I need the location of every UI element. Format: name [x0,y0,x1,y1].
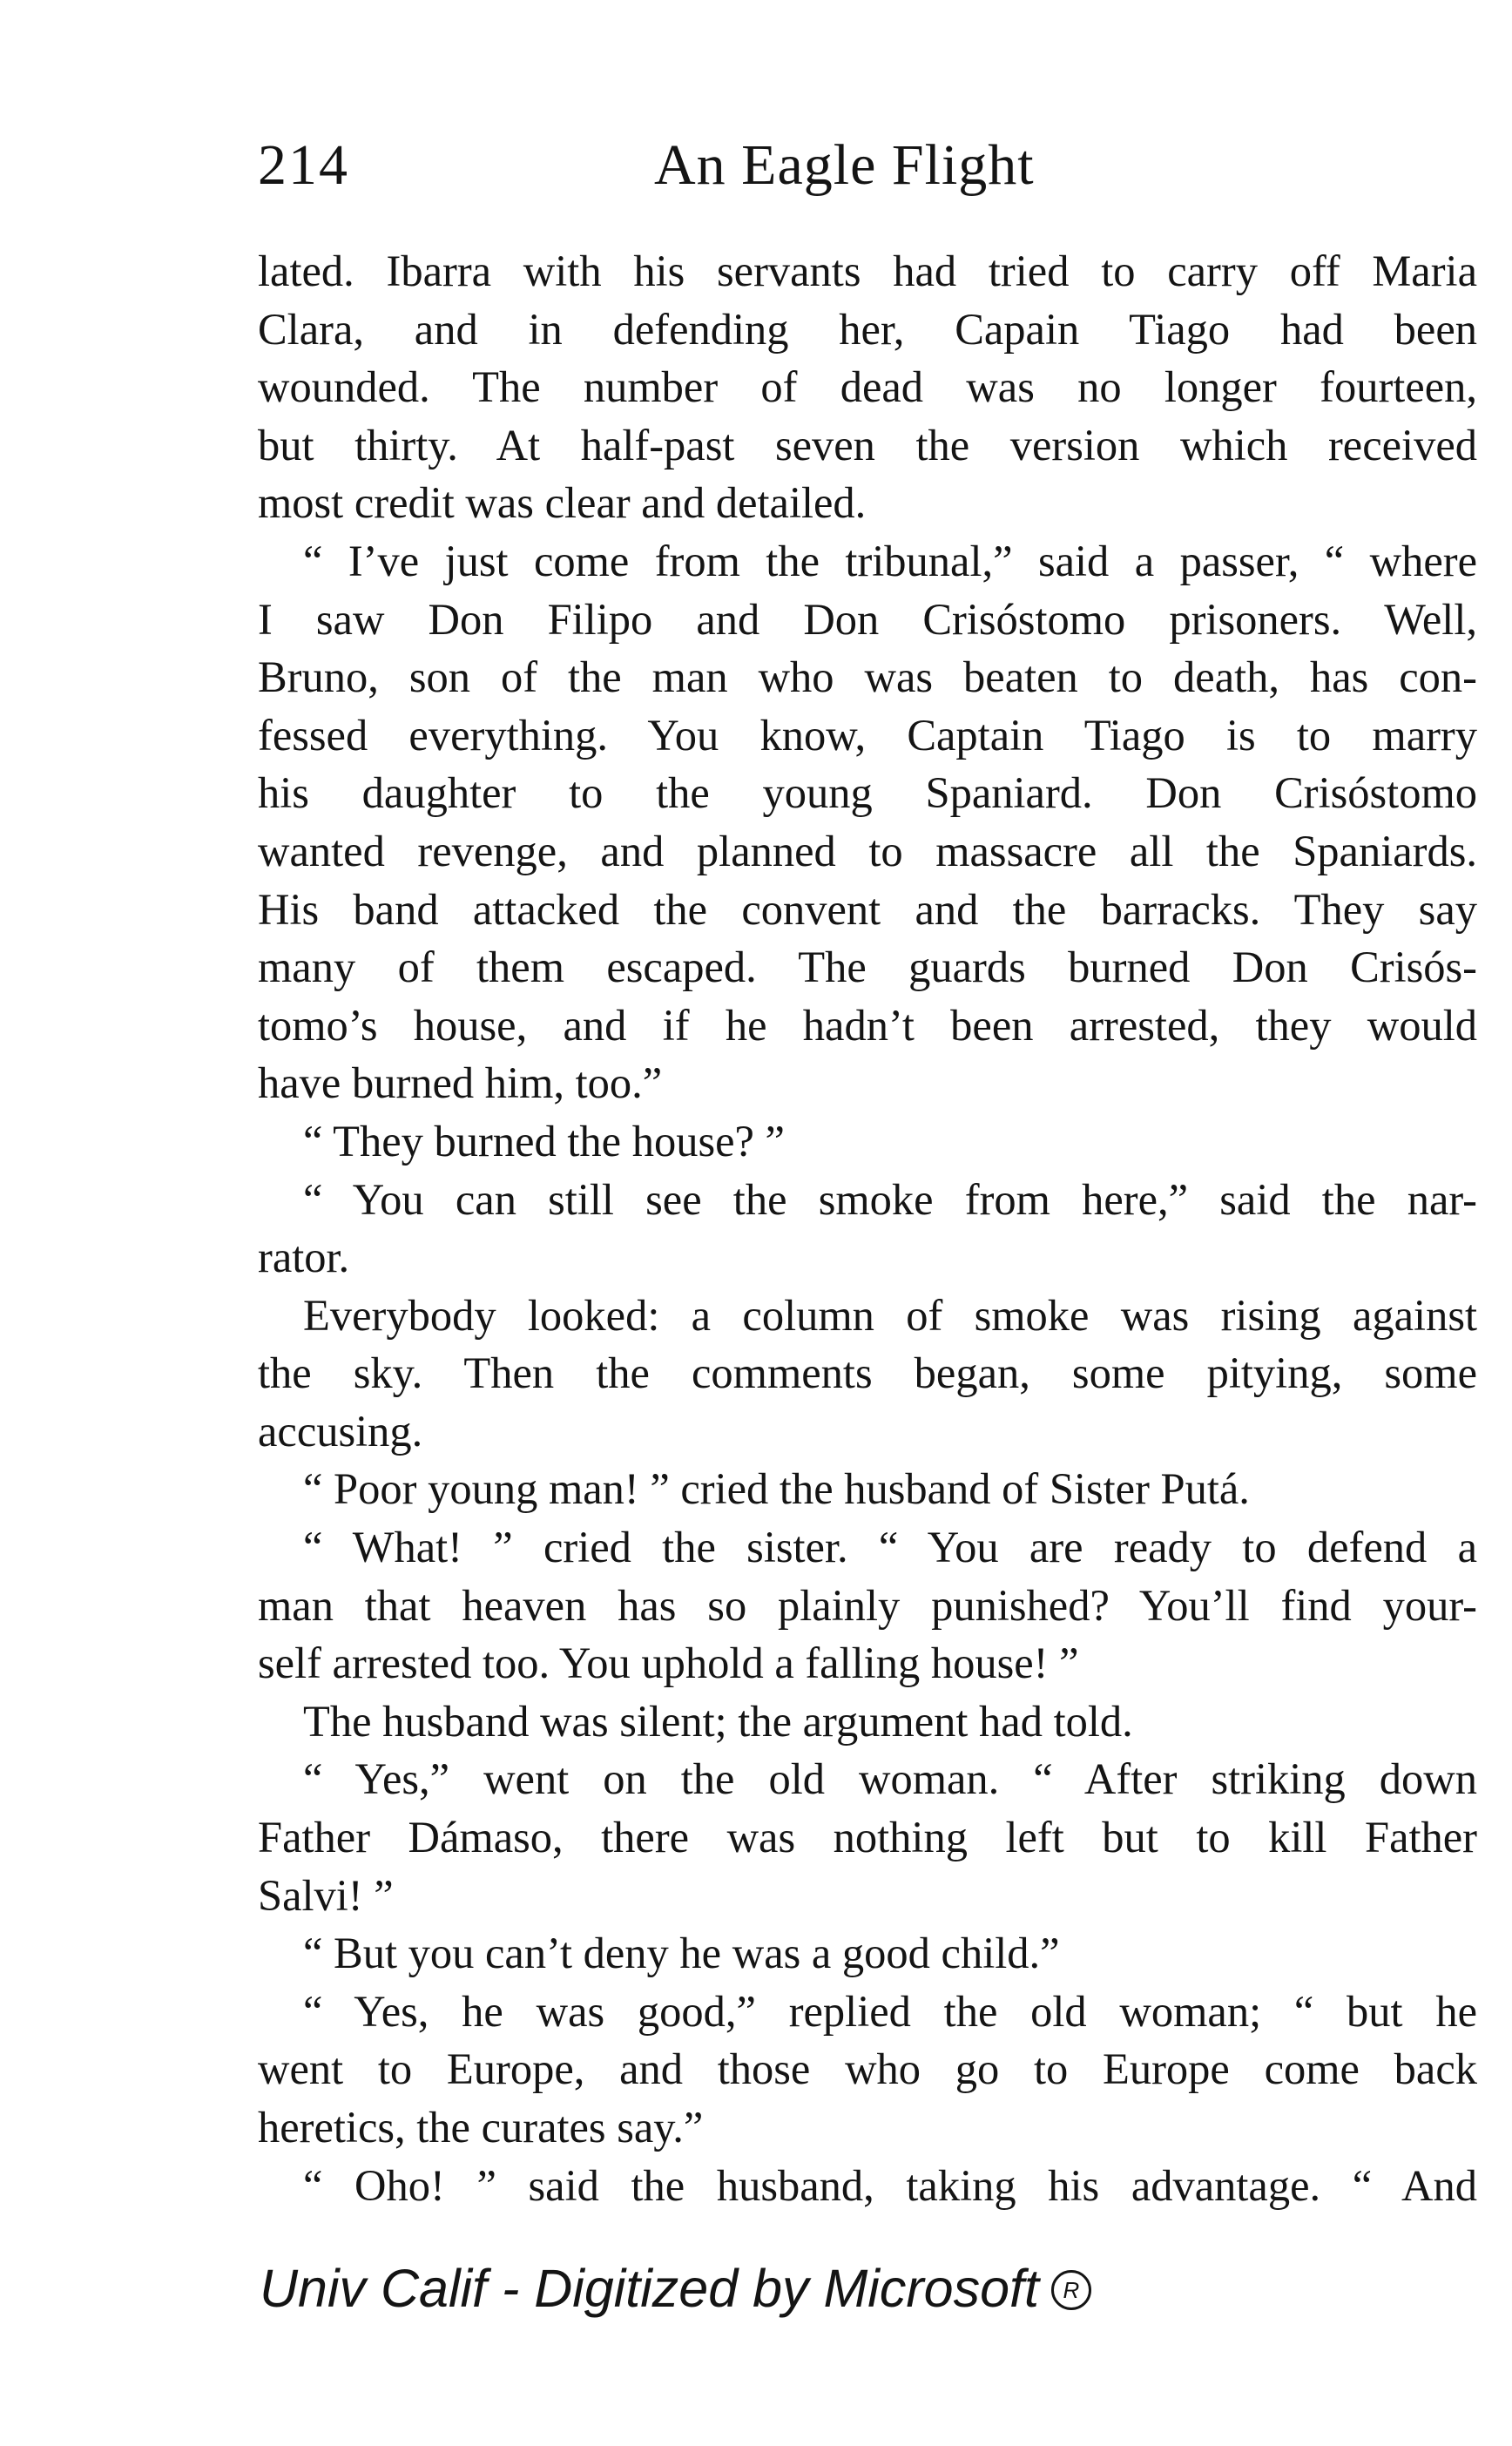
text-line: “ They burned the house? ” [303,1116,785,1166]
text-line: lated. Ibarra with his servants had tried to carry off Maria [258,247,1477,295]
text-line: many of them escaped. The guards burned Don Crisós- [258,943,1477,992]
text-line: “ What! ” cried the sister. “ You are ready to defend a [303,1523,1477,1572]
text-line: “ Poor young man! ” cried the husband of Sister Putá. [303,1464,1250,1514]
text-line: heretics, the curates say.” [258,2103,704,2152]
text-line: wanted revenge, and planned to massacre all the Spaniards. [258,826,1477,875]
body-text [258,242,1477,2214]
text-line: “ But you can’t deny he was a good child.” [303,1929,1060,1978]
text-line: I saw Don Filipo and Don Crisóstomo prisoners. Well, [258,594,1477,644]
text-line: rator. [258,1233,350,1282]
text-line: but thirty. At half-past seven the version which received [258,420,1477,470]
text-line: His band attacked the convent and the barracks. They say [258,884,1477,934]
text-line: his daughter to the young Spaniard. Don Crisóstomo [258,768,1477,818]
text-line: wounded. The number of dead was no longer fourteen, [258,362,1477,412]
text-line: Clara, and in defending her, Capain Tiago had been [258,304,1477,354]
running-title: An Eagle Flight [654,133,1035,197]
text-line: Father Dámaso, there was nothing left but to kill Father [258,1813,1477,1862]
page-number: 214 [258,133,349,197]
text-line: Bruno, son of the man who was beaten to death, has con- [258,652,1477,702]
text-line: Everybody looked: a column of smoke was rising against [303,1290,1477,1340]
text-line: “ Yes,” went on the old woman. “ After striking down [303,1754,1477,1804]
text-line: accusing. [258,1406,423,1456]
text-line: man that heaven has so plainly punished? You’ll find your- [258,1580,1477,1630]
text-line: have burned him, too.” [258,1058,663,1108]
text-line: most credit was clear and detailed. [258,478,867,528]
digitization-watermark [260,2249,1392,2328]
text-line: the sky. Then the comments began, some pitying, some [258,1348,1477,1398]
text-line: The husband was silent; the argument had told. [303,1696,1133,1746]
text-line: fessed everything. You know, Captain Tiago is to marry [258,710,1477,760]
text-line: Salvi! ” [258,1870,394,1920]
page-header [258,122,1477,209]
text-line: went to Europe, and those who go to Europe come back [258,2044,1477,2094]
text-line: “ I’ve just come from the tribunal,” said a passer, “ where [303,536,1477,585]
registered-trademark-icon: R [1051,2270,1091,2310]
text-line: “ You can still see the smoke from here,” said the nar- [303,1174,1477,1224]
text-line: self arrested too. You uphold a falling house! ” [258,1639,1079,1688]
watermark-text: Univ Calif - Digitized by Microsoft [260,2259,1039,2318]
text-line: “ Oho! ” said the husband, taking his advantage. “ And [303,2160,1477,2210]
text-line: “ Yes, he was good,” replied the old woman; “ but he [303,1986,1477,2036]
text-line: tomo’s house, and if he hadn’t been arrested, they would [258,1000,1477,1050]
